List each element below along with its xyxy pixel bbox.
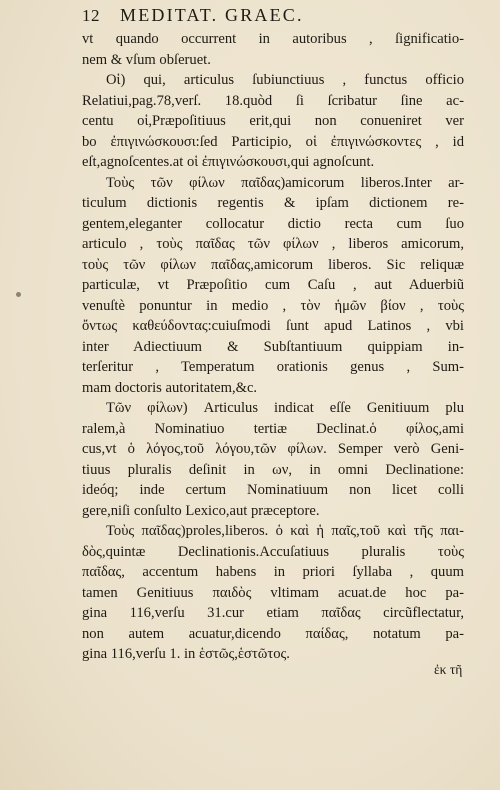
text-line: non autem acuatur,dicendo παίδας, notatum pa- (82, 625, 464, 642)
text-line: centu οἱ,Præpoſitiuus erit,qui non conueniret ver (82, 113, 464, 129)
text-line: Τοὺς παῖδας)proles,liberos. ὁ καὶ ἡ παῖς,τοῦ καὶ τῆς παι- (106, 523, 464, 539)
text-line: gere,niſi conſulto Lexico,aut præceptore. (82, 502, 320, 519)
body-text (82, 29, 464, 665)
text-line: ideóq; inde certum Nominatiuum non licet colli (82, 482, 464, 498)
text-line: παῖδας, accentum habens in priori ſyllaba , quum (82, 564, 464, 580)
text-line: cus,vt ὁ λόγος,τοῦ λόγου,τῶν φίλων. Semper verò Geni- (82, 441, 464, 457)
text-line: gina 116,verſu 31.cur etiam παῖδας circũflectatur, (82, 605, 464, 621)
page-number: 12 (82, 6, 100, 25)
catchword: ἐκ τῆ (434, 662, 463, 677)
text-line: τοὺς τῶν φίλων παῖδας,amicorum liberos. Sic reliquæ (82, 256, 464, 273)
text-line: gentem,eleganter collocatur dictio recta cum ſuo (82, 215, 464, 232)
text-line: articulo , τοὺς παῖδας τῶν φίλων , liberos amicorum, (82, 236, 464, 252)
text-line: terſeritur , Temperatum orationis genus , Sum- (82, 359, 464, 375)
text-line: tiuus pluralis deſinit in ων, in omni Declinatione: (82, 461, 464, 478)
text-line: particulæ, vt Præpoſitio cum Caſu , aut Aduerbiũ (82, 277, 464, 293)
text-line: mam doctoris autoritatem,&c. (82, 379, 258, 396)
text-line: ὄντως καθεύδοντας:cuiuſmodi ſunt apud Latinos , vbi (82, 318, 464, 334)
text-line: nem & vſum obſeruet. (82, 51, 211, 68)
text-line: tamen Genitiuus παιδὸς vltimam acuat.de hoc pa- (82, 584, 464, 601)
text-line: Οἱ) qui, articulus ſubiunctiuus , functus officio (106, 72, 464, 88)
text-line: ticulum dictionis regentis & ipſam dictionem re- (82, 195, 464, 211)
text-line: gina 116,verſu 1. in ἑστῶς,ἑστῶτος. (82, 646, 290, 662)
page-header (82, 4, 462, 28)
text-line: eſt,agnoſcentes.at οἱ ἐπιγινώσκουσι,qui agnoſcunt. (82, 154, 375, 170)
text-line: inter Adiectiuum & Subſtantiuum quippiam in- (82, 338, 464, 355)
text-line: bo ἐπιγινώσκουσι:ſed Participio, οἱ ἐπιγινώσκοντες , id (82, 133, 464, 150)
text-line: Τῶν φίλων) Articulus indicat eſſe Genitiuum plu (106, 400, 464, 416)
text-line: vt quando occurrent in autoribus , ſignificatio- (82, 31, 464, 47)
text-line: Relatiui,pag.78,verſ. 18.quòd ſi ſcribatur ſine ac- (82, 92, 464, 109)
text-line: venuſtè ponuntur in medio , τὸν ἡμῶν βίον , τοὺς (82, 297, 464, 314)
running-head: MEDITAT. GRAEC. (120, 5, 304, 25)
text-line: δὸς,quintæ Declinationis.Accuſatiuus pluralis τοὺς (82, 543, 464, 560)
text-line: Τοὺς τῶν φίλων παῖδας)amicorum liberos.Inter ar- (106, 174, 464, 191)
text-line: ralem,à Nominatiuo tertiæ Declinat.ὁ φίλος,ami (82, 420, 464, 437)
margin-ink-spot (16, 292, 21, 297)
